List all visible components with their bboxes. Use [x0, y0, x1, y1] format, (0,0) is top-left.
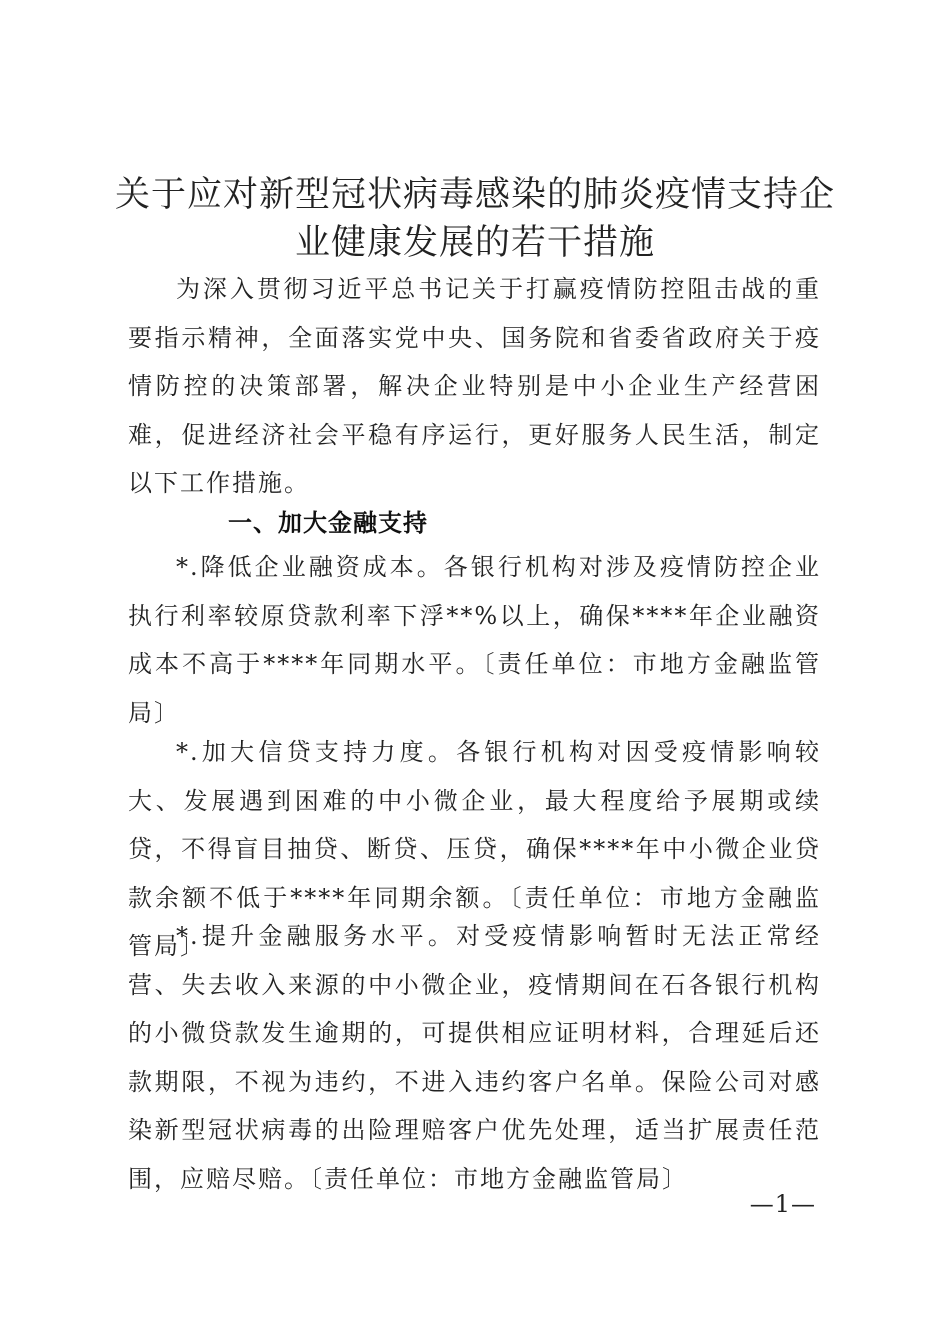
- page-number: —1—: [749, 1190, 816, 1218]
- document-title-line-2: 业健康发展的若干措施: [294, 223, 655, 263]
- section-heading: 一、加大金融支持: [228, 509, 428, 537]
- measure-paragraph-1: *.降低企业融资成本。各银行机构对涉及疫情防控企业执行利率较原贷款利率下浮**%以上，确保****年企业融资成本不高于****年同期水平。〔责任单位：市地方金融监管局〕: [128, 553, 821, 727]
- intro-paragraph: 为深入贯彻习近平总书记关于打赢疫情防控阻击战的重要指示精神，全面落实党中央、国务院和省委省政府关于疫情防控的决策部署，解决企业特别是中小企业生产经营困难，促进经济社会平稳有序运行，更好服务人民生活，制定以下工作措施。: [128, 275, 821, 497]
- measure-paragraph-2: *.加大信贷支持力度。各银行机构对因受疫情影响较大、发展遇到困难的中小微企业，最大程度给予展期或续贷，不得盲目抽贷、断贷、压贷，确保****年中小微企业贷款余额不低于****年同期余额。〔责任单位：市地方金融监管局〕: [128, 738, 821, 960]
- measure-paragraph-3: *.提升金融服务水平。对受疫情影响暂时无法正常经营、失去收入来源的中小微企业，疫情期间在石各银行机构的小微贷款发生逾期的，可提供相应证明材料，合理延后还款期限，不视为违约，不进入违约客户名单。保险公司对感染新型冠状病毒的出险理赔客户优先处理，适当扩展责任范围，应赔尽赔。〔责任单位：市地方金融监管局〕: [128, 922, 821, 1193]
- document-title-line-1: 关于应对新型冠状病毒感染的肺炎疫情支持企: [114, 175, 835, 215]
